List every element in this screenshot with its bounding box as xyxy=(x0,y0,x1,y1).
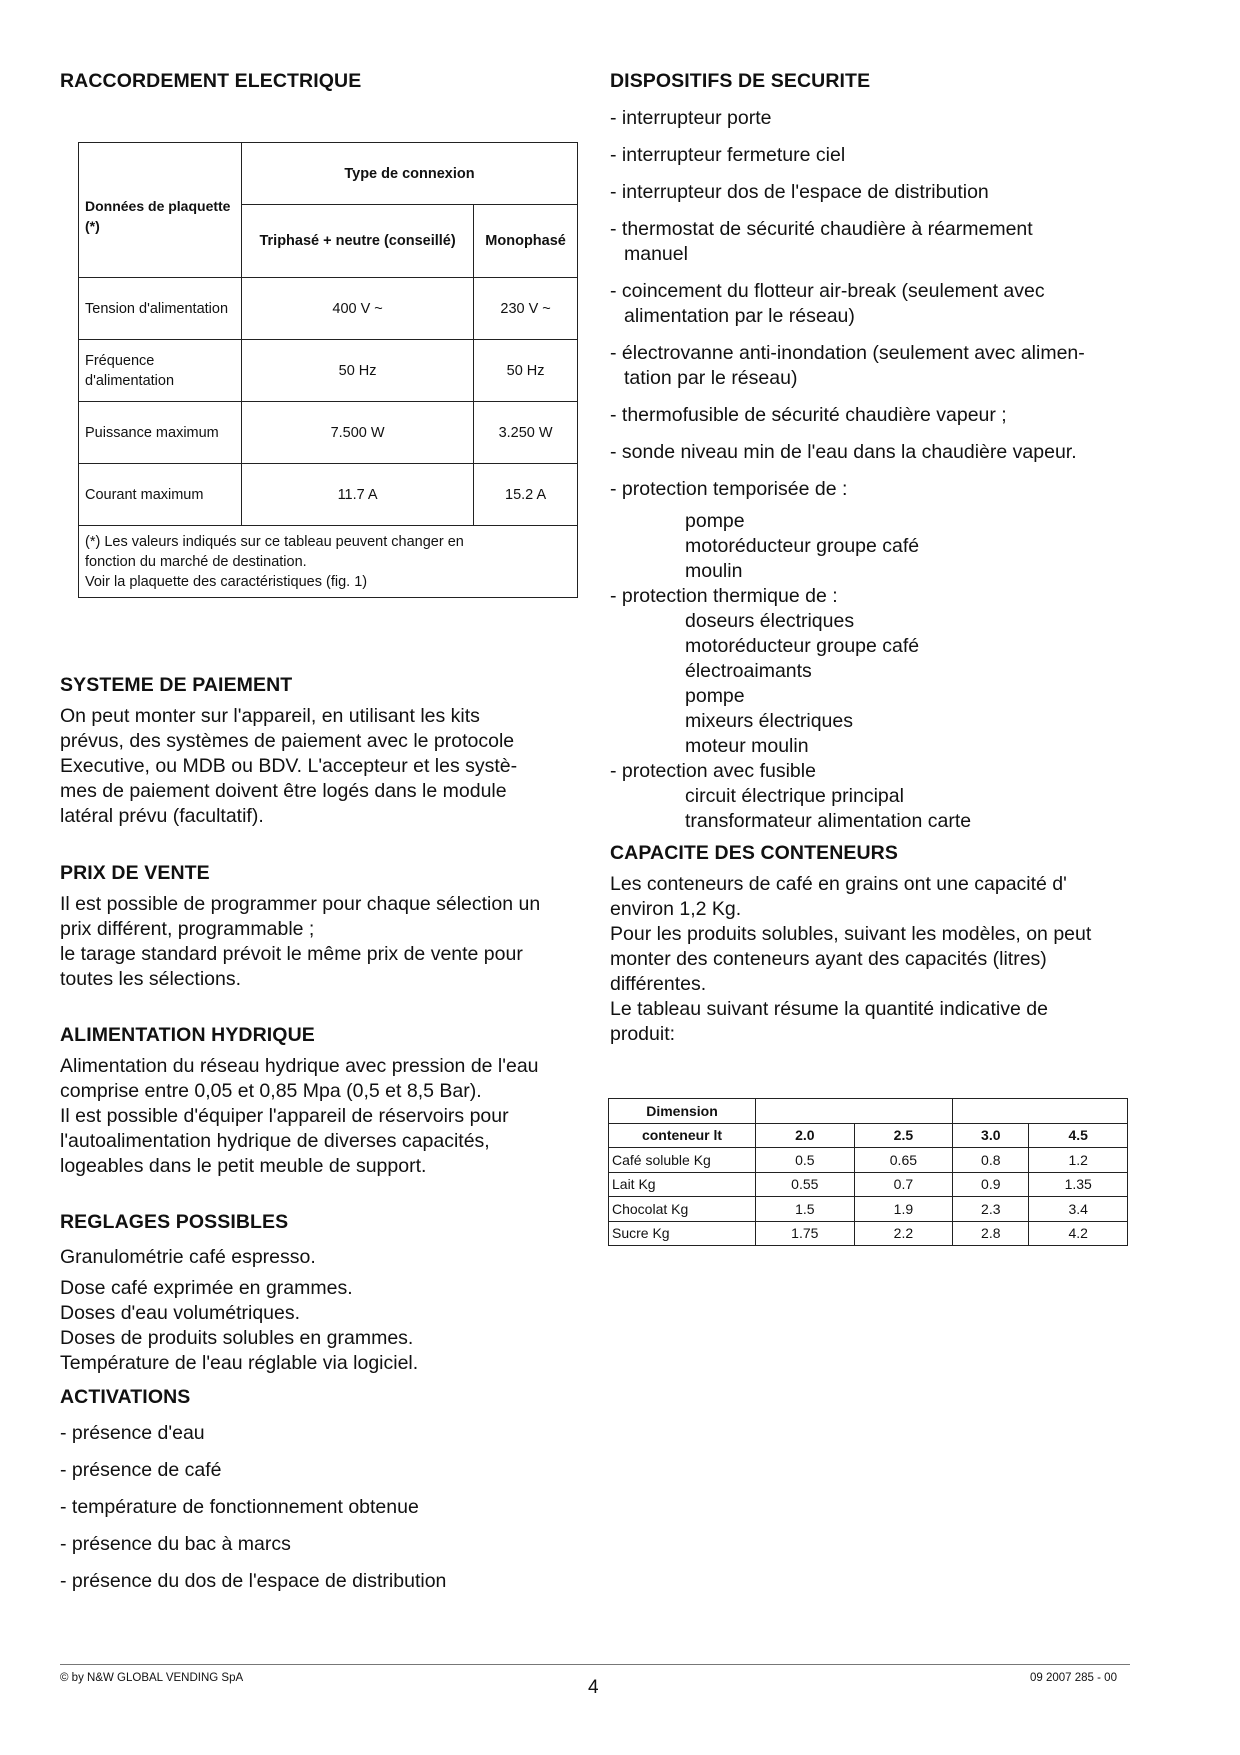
table-corner-header: Données de plaquette (*) xyxy=(79,143,242,278)
reglages-first: Granulométrie café espresso. xyxy=(60,1246,316,1268)
type-connexion-header: Type de connexion xyxy=(242,143,578,205)
list-item: - présence du bac à marcs xyxy=(60,1533,291,1555)
table-note xyxy=(79,526,578,598)
col-monophase-header: Monophasé xyxy=(474,205,578,278)
text-line: Il est possible d'équiper l'appareil de réservoirs pour xyxy=(60,1105,509,1127)
cell-value: 1.2 xyxy=(1029,1148,1128,1173)
cell-value: 2.8 xyxy=(953,1221,1029,1246)
text-line: latéral prévu (facultatif). xyxy=(60,805,264,827)
text-line: logeables dans le petit meuble de support. xyxy=(60,1155,427,1177)
text-line: - thermostat de sécurité chaudière à réarmement xyxy=(610,218,1033,240)
list-item: - interrupteur dos de l'espace de distribution xyxy=(610,181,989,203)
cell-value: 50 Hz xyxy=(474,340,578,402)
text-line: Dose café exprimée en grammes. xyxy=(60,1277,353,1299)
table-row xyxy=(609,1221,1128,1246)
cell-value: 3.4 xyxy=(1029,1197,1128,1222)
cell-value: 1.35 xyxy=(1029,1172,1128,1197)
sub-item: motoréducteur groupe café xyxy=(685,535,920,557)
row-label: Courant maximum xyxy=(79,464,242,526)
sub-list xyxy=(610,509,919,584)
hydrique-text xyxy=(60,1054,539,1179)
cell-value: 400 V ~ xyxy=(242,278,474,340)
list-item xyxy=(610,217,1033,267)
row-label: Tension d'alimentation xyxy=(79,278,242,340)
sub-item: électroaimants xyxy=(685,660,812,682)
table-row xyxy=(609,1172,1128,1197)
cell-value: 230 V ~ xyxy=(474,278,578,340)
text-line: Executive, ou MDB ou BDV. L'accepteur et les systè- xyxy=(60,755,518,777)
row-label: Café soluble Kg xyxy=(609,1148,756,1173)
cell-value: 0.8 xyxy=(953,1148,1029,1173)
text-line: - coincement du flotteur air-break (seulement avec xyxy=(610,280,1045,302)
text-line: différentes. xyxy=(610,973,707,995)
list-item: - sonde niveau min de l'eau dans la chaudière vapeur. xyxy=(610,441,1077,463)
prix-text xyxy=(60,892,540,992)
sub-item: mixeurs électriques xyxy=(685,710,853,732)
list-item: - présence du dos de l'espace de distribution xyxy=(60,1570,447,1592)
list-item: - protection avec fusible xyxy=(610,760,816,782)
cell-value: 1.5 xyxy=(756,1197,855,1222)
list-item xyxy=(610,341,1085,391)
text-line: produit: xyxy=(610,1023,676,1045)
footer-divider xyxy=(60,1664,1130,1665)
paiement-text xyxy=(60,704,517,829)
cap-header: Dimension xyxy=(609,1099,756,1124)
reglages-text xyxy=(60,1276,418,1376)
size-header: 3.0 xyxy=(953,1123,1029,1148)
cell-value: 0.5 xyxy=(756,1148,855,1173)
note-line: (*) Les valeurs indiqués sur ce tableau peuvent changer en xyxy=(85,533,464,550)
section-title-hydrique: ALIMENTATION HYDRIQUE xyxy=(60,1024,315,1046)
list-item: - protection thermique de : xyxy=(610,585,838,607)
text-line: prévus, des systèmes de paiement avec le protocole xyxy=(60,730,515,752)
text-line: Il est possible de programmer pour chaque sélection un xyxy=(60,893,541,915)
sub-item: pompe xyxy=(685,510,745,532)
sub-item: transformateur alimentation carte xyxy=(685,810,972,832)
list-item: - température de fonctionnement obtenue xyxy=(60,1496,419,1518)
list-item: - thermofusible de sécurité chaudière vapeur ; xyxy=(610,404,1007,426)
table-row xyxy=(609,1148,1128,1173)
section-title-paiement: SYSTEME DE PAIEMENT xyxy=(60,674,293,696)
note-line: Voir la plaquette des caractéristiques (fig. 1) xyxy=(85,573,368,590)
sub-list xyxy=(610,609,919,759)
cell-value: 11.7 A xyxy=(242,464,474,526)
table-row xyxy=(79,278,578,340)
row-label: Sucre Kg xyxy=(609,1221,756,1246)
page-number: 4 xyxy=(588,1677,599,1698)
sub-list xyxy=(610,784,971,834)
sub-item: moulin xyxy=(685,560,743,582)
size-header: 2.5 xyxy=(854,1123,953,1148)
cell-value: 3.250 W xyxy=(474,402,578,464)
cell-value: 4.2 xyxy=(1029,1221,1128,1246)
cell-value: 0.55 xyxy=(756,1172,855,1197)
list-item: - interrupteur fermeture ciel xyxy=(610,144,846,166)
list-item: - protection temporisée de : xyxy=(610,478,848,500)
table-row xyxy=(79,340,578,402)
cap-header: conteneur lt xyxy=(609,1123,756,1148)
section-title-securite: DISPOSITIFS DE SECURITE xyxy=(610,70,871,92)
sub-item: circuit électrique principal xyxy=(685,785,904,807)
text-line: Doses de produits solubles en grammes. xyxy=(60,1327,414,1349)
text-line: environ 1,2 Kg. xyxy=(610,898,742,920)
text-line: Les conteneurs de café en grains ont une capacité d' xyxy=(610,873,1067,895)
cell-value: 0.65 xyxy=(854,1148,953,1173)
cap-header-empty xyxy=(756,1099,953,1124)
text-line: - électrovanne anti-inondation (seulement avec alimen- xyxy=(610,342,1085,364)
cap-header-empty xyxy=(953,1099,1128,1124)
text-line: mes de paiement doivent être logés dans le module xyxy=(60,780,507,802)
section-title-raccordement: RACCORDEMENT ELECTRIQUE xyxy=(60,70,362,92)
text-line: monter des conteneurs ayant des capacités (litres) xyxy=(610,948,1047,970)
table-row xyxy=(79,402,578,464)
table-row xyxy=(609,1197,1128,1222)
size-header: 4.5 xyxy=(1029,1123,1128,1148)
row-label: Chocolat Kg xyxy=(609,1197,756,1222)
cell-value: 1.9 xyxy=(854,1197,953,1222)
note-line: fonction du marché de destination. xyxy=(85,553,307,570)
row-label: Puissance maximum xyxy=(79,402,242,464)
cell-value: 2.2 xyxy=(854,1221,953,1246)
section-title-activations: ACTIVATIONS xyxy=(60,1386,191,1408)
col-triphase-header: Triphasé + neutre (conseillé) xyxy=(242,205,474,278)
text-line: Alimentation du réseau hydrique avec pression de l'eau xyxy=(60,1055,539,1077)
cell-value: 7.500 W xyxy=(242,402,474,464)
text-line: Doses d'eau volumétriques. xyxy=(60,1302,301,1324)
cell-value: 0.9 xyxy=(953,1172,1029,1197)
cell-value: 50 Hz xyxy=(242,340,474,402)
size-header: 2.0 xyxy=(756,1123,855,1148)
footer-doc-code: 09 2007 285 - 00 xyxy=(1030,1672,1117,1684)
footer-copyright: © by N&W GLOBAL VENDING SpA xyxy=(60,1672,244,1684)
text-line: le tarage standard prévoit le même prix de vente pour xyxy=(60,943,523,965)
capacity-table xyxy=(608,1098,1128,1246)
section-title-prix: PRIX DE VENTE xyxy=(60,862,210,884)
capacite-text xyxy=(610,872,1091,1047)
list-item xyxy=(610,279,1045,329)
text-line: toutes les sélections. xyxy=(60,968,242,990)
row-label: Lait Kg xyxy=(609,1172,756,1197)
text-line: Température de l'eau réglable via logiciel. xyxy=(60,1352,419,1374)
section-title-capacite: CAPACITE DES CONTENEURS xyxy=(610,842,898,864)
list-item: - présence d'eau xyxy=(60,1422,205,1444)
text-line: alimentation par le réseau) xyxy=(624,305,855,327)
connection-table xyxy=(78,142,578,598)
list-item: - présence de café xyxy=(60,1459,222,1481)
section-title-reglages: REGLAGES POSSIBLES xyxy=(60,1211,289,1233)
sub-item: pompe xyxy=(685,685,745,707)
cell-value: 15.2 A xyxy=(474,464,578,526)
text-line: l'autoalimentation hydrique de diverses capacités, xyxy=(60,1130,490,1152)
text-line: tation par le réseau) xyxy=(624,367,798,389)
row-label: Fréquence d'alimentation xyxy=(79,340,242,402)
text-line: manuel xyxy=(624,243,688,265)
sub-item: motoréducteur groupe café xyxy=(685,635,920,657)
text-line: Pour les produits solubles, suivant les modèles, on peut xyxy=(610,923,1092,945)
text-line: Le tableau suivant résume la quantité indicative de xyxy=(610,998,1048,1020)
cell-value: 2.3 xyxy=(953,1197,1029,1222)
cell-value: 0.7 xyxy=(854,1172,953,1197)
sub-item: doseurs électriques xyxy=(685,610,855,632)
text-line: On peut monter sur l'appareil, en utilisant les kits xyxy=(60,705,480,727)
text-line: comprise entre 0,05 et 0,85 Mpa (0,5 et 8,5 Bar). xyxy=(60,1080,482,1102)
text-line: prix différent, programmable ; xyxy=(60,918,315,940)
table-row xyxy=(79,464,578,526)
sub-item: moteur moulin xyxy=(685,735,809,757)
list-item: - interrupteur porte xyxy=(610,107,772,129)
cell-value: 1.75 xyxy=(756,1221,855,1246)
